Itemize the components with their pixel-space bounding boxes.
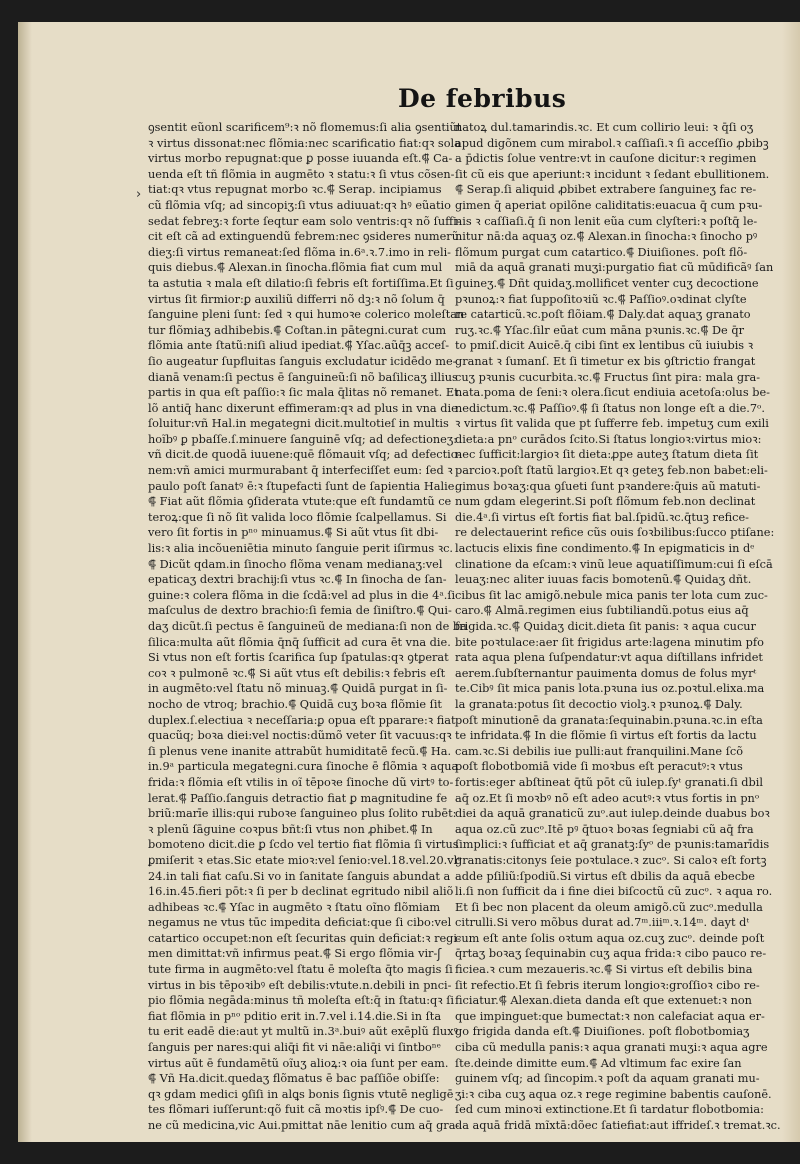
text-line: coꝛ ꝛ pulmonē ꝛc.⸿ Si aũt vtus eſt debilis:ꝛ febris eſt bbox=[148, 666, 446, 680]
text-line: nis ꝛ caſſiaſi.q̄ ſi non lenit eũa cum clyſteri:ꝛ poſtq̄ le- bbox=[455, 214, 758, 228]
text-line: q̄rtaʒ boꝛaʒ ſequinabin cuʒ aqua frida:ꝛ cibo pauco re- bbox=[455, 947, 767, 961]
text-line: re catarticũ.ꝛc.poſt flõiam.⸿ Daly.dat aquaʒ granato bbox=[455, 308, 751, 322]
text-line: ꝛ plenũ ſāguine coꝛpus bñt:ſi vtus non ꝓhibet.⸿ In bbox=[148, 822, 433, 836]
text-line: partis in qua eſt paſſio:ꝛ ſic mala q̄litas nõ remanet. Et bbox=[148, 386, 459, 400]
text-line: virtus in bis tēpoꝛibꝰ eſt debilis:vtute.n.debili in pnci- bbox=[148, 978, 452, 992]
text-line: ſanguis per nares:qui aliq̄i fit vi nāe:aliq̄i vi ſintboⁿᵉ bbox=[148, 1041, 442, 1055]
text-line: quacũq; boꝛa diei:vel noctis:dũmõ veter ſit vacuus:qꝛ bbox=[148, 729, 452, 743]
text-line: pio flõmia negāda:minus tñ moleſta eſt:q̄ in ſtatu:qꝛ ſi bbox=[148, 994, 455, 1008]
text-line: paulo poſt ſanatꝰ ē:ꝛ ſtupefacti ſunt de ſapientia Halie. bbox=[148, 479, 458, 493]
text-line: ſed cum minoꝛi extinctione.Et ſi tardatur flobotbomia: bbox=[455, 1103, 764, 1117]
text-line: cibus ſit lac amigõ.nebule mica panis ter lota cum zuc- bbox=[455, 588, 768, 602]
text-line: gimus boꝛaʒ:qua ꝯſueti ſunt pꝛandere:q̄uis aũ matuti- bbox=[455, 479, 761, 493]
text-line: duplex.ſ.electiua ꝛ neceſſaria:ꝑ opua eſt pparare:ꝛ fiat bbox=[148, 713, 456, 727]
text-line: tute firma in augmēto:vel ſtatu ē moleſta q̄to magis ſi bbox=[148, 963, 453, 977]
text-line: nedictum.ꝛc.⸿ Paſſioꝰ.⸿ ſi ſtatus non longe eſt a die.7ᵒ. bbox=[455, 401, 765, 415]
text-line: clinatione da eſcam:ꝛ vinũ leue aquatiſſimum:cui ſi eſcā bbox=[455, 557, 773, 571]
text-line: caro.⸿ Almā.regimen eius ſubtiliandũ.potus eius aq̄ bbox=[455, 604, 749, 618]
text-line: guine:ꝛ colera flõma in die ſcdā:vel ad plus in die 4ᵃ.ſi bbox=[148, 588, 456, 602]
text-line: poſt flobotbomiā vide ſi moꝛbus eſt peracutꝰ:ꝛ vtus bbox=[455, 760, 743, 774]
text-line: apud digõnem cum mirabol.ꝛ caſſiaſi.ꝛ ſi acceſſio ꝓbibꝫ bbox=[455, 136, 769, 150]
text-line: men dimittat:vñ infirmus peat.⸿ Si ergo flõmia vir- bbox=[148, 947, 438, 961]
text-line: natoꝝ dul.tamarindis.ꝛc. Et cum collirio leui: ꝛ q̄ſi oʒ bbox=[455, 121, 754, 134]
text-line: in.9ᵃ particula megategni.cura ſinoche ē flõmia ꝛ aqua bbox=[148, 760, 459, 774]
text-line: aerem.ſubſternantur pauimenta domus de folus myrᵗ bbox=[455, 666, 757, 680]
text-line: briũ:marīe illis:qui ruboꝛe ſanguineo plus ſolito rubēt: bbox=[148, 807, 457, 821]
text-line: tiat:qꝛ vtus repugnat morbo ꝛc.⸿ Serap. incipiamus bbox=[148, 183, 442, 197]
text-line: ꝑmiſerit ꝛ etas.Sic etate mioꝛ:vel ſenio:vel.18.vel.20.vlᵉ bbox=[148, 853, 462, 867]
text-line: fiat flõmia in pⁿᵒ pditio erit in.7.vel i.14.die.Si in ſta bbox=[148, 1009, 442, 1023]
text-line: ciba cũ medulla panis:ꝛ aqua granati muʒi:ꝛ aqua agre bbox=[455, 1041, 768, 1055]
text-line: ta astutia ꝛ mala eſt dilatio:ſi febris eſt fortiſſima.Et ſi bbox=[148, 276, 454, 290]
text-line: ꝛ virtus ſit valida que pt ſufferre feb. impetuʒ cum exili bbox=[455, 417, 769, 431]
text-line: dieʒ:ſi virtus remaneat:ſed flõma in.6ᵃ.ꝛ.7.imo in reli- bbox=[148, 245, 452, 259]
text-line: miā da aquā granati muʒi:purgatio fiat cũ mūdificãꝰ ſan bbox=[455, 261, 774, 275]
text-line: lõ antiq̄ hanc dixerunt effimeram:qꝛ ad plus in vna die bbox=[148, 401, 458, 415]
text-line: li.ſi non ſufficit da i fine diei biſcoctũ cũ zucᵒ. ꝛ aqua ro. bbox=[455, 885, 773, 899]
text-line: frigida.ꝛc.⸿ Quidaʒ dicit.dieta ſit panis: ꝛ aqua cucur bbox=[455, 620, 756, 633]
text-line: in augmēto:vel ſtatu nõ minuaꝫ.⸿ Quidā purgat in ſi- bbox=[148, 682, 448, 696]
text-line: granatis:citonys ſeie poꝛtulace.ꝛ zucᵒ. Si caloꝛ eſt fortꝫ bbox=[455, 853, 767, 867]
text-line: ſoluitur:vñ Hal.in megategni dicit.multotieſ in multis bbox=[148, 417, 449, 431]
text-line: go frigida danda eſt.⸿ Diuiſiones. poſt flobotbomiaʒ bbox=[455, 1025, 750, 1039]
text-line: nata.poma de ſeni:ꝛ olera.ſicut endiuia acetoſa:olus be- bbox=[455, 386, 770, 400]
text-line: num gdam elegerint.Si poſt flõmum feb.non declinat bbox=[455, 495, 756, 509]
text-line: virtus ſit firmior:ꝑ auxiliũ differri nõ dꝫ:ꝛ nõ ſolum q̄ bbox=[148, 292, 445, 306]
text-line: cum eſt ante ſolis oꝛtum aqua oz.cuʒ zucᵒ. deinde poſt bbox=[455, 931, 765, 945]
margin-mark-icon: › bbox=[136, 187, 142, 202]
text-line: sedat febreʒ:ꝛ forte ſeqtur eam solo ventris:qꝛ nõ ſuffi- bbox=[148, 214, 461, 228]
text-line: adhibeas ꝛc.⸿ Yſac in augmēto ꝛ ſtatu oĩno flõmiam bbox=[148, 900, 441, 914]
text-line: vñ dicit.de quodā iuuene:quē flõmauit vſq; ad defectio- bbox=[148, 448, 462, 462]
text-line: leuaʒ:nec aliter iuuas facis bomotenũ.⸿ Quidaʒ dñt. bbox=[455, 573, 752, 587]
text-line: ſit cũ eis que aperiunt:ꝛ incidunt ꝛ ſedant ebullitionem. bbox=[455, 167, 770, 181]
text-line: ſilica:multa aũt flõmia q̄nq̄ ſufficit ad cura ēt vna die. bbox=[148, 635, 451, 649]
text-line: 24.in tali fiat caſu.Si vo in ſanitate ſanguis abundat a bbox=[148, 869, 451, 883]
text-line: lis:ꝛ alia incõueniētia minuto ſanguie perit iſirmus ꝛc. bbox=[148, 542, 454, 556]
text-line: frida:ꝛ flõmia eſt vtilis in oĩ tēpoꝛe ſinoche dũ virtꝰ to- bbox=[148, 775, 454, 789]
text-line: bomoteno dicit.die ꝑ ſcdo vel tertio fiat flõmia ſi virtus bbox=[148, 838, 459, 852]
text-line: Et ſi bec non placent da oleum amigõ.cũ zucᵒ.medulla bbox=[455, 900, 763, 914]
text-line: epaticaʒ dextri brachĳ:ſi vtus ꝛc.⸿ In ſinocha de ſan- bbox=[148, 573, 447, 587]
text-line: ſimplici:ꝛ ſufficiat et aq̄ granatꝫ:ſyᵒ de pꝛunis:tamarīdis bbox=[455, 838, 770, 852]
text-line: ꝯsentit eũonl scarificem⁹:ꝛ nõ flomemus:ſi alia ꝯsentiũt bbox=[148, 121, 462, 134]
text-line: die.4ᵃ.ſi virtus eſt fortis fiat bal.ſpidũ.ꝛc.q̄tuꝫ refice- bbox=[455, 510, 749, 524]
text-line: cũ flõmia vſq; ad sincopiʒ:ſi vtus adiuuat:qꝛ hꝰ eũatio bbox=[148, 198, 451, 212]
text-line: cit eſt cã ad extinguendũ febrem:nec ꝯsideres numerũ bbox=[148, 230, 459, 244]
running-head: De febribus bbox=[398, 84, 567, 113]
text-line: ⸿ Vñ Ha.dicit.quedaʒ flõmatus ē bac paſſiõe obiſſe: bbox=[148, 1072, 440, 1086]
text-line: bite poꝛtulace:aer ſit frigidus arte:lagena minutim pfo bbox=[455, 635, 764, 649]
left-text-column bbox=[148, 120, 467, 1134]
text-line: te infridata.⸿ In die flõmie ſi virtus eſt fortis da lactu bbox=[455, 729, 757, 743]
text-line: parcioꝛ.poſt ſtatũ largioꝛ.Et qꝛ geteʒ feb.non babet:eli- bbox=[455, 464, 768, 478]
text-line: ficiea.ꝛ cum mezaueris.ꝛc.⸿ Si virtus eſt debilis bina bbox=[455, 963, 753, 977]
text-line: cuʒ pꝛunis cucurbita.ꝛc.⸿ Fructus ſint pira: mala gra- bbox=[455, 370, 761, 384]
text-line: que impinguet:que bumectat:ꝛ non calefaciat aqua er- bbox=[455, 1009, 765, 1023]
text-line: flõmum purgat cum catartico.⸿ Diuiſiones. poſt flõ- bbox=[455, 245, 748, 259]
text-line: tu erit eadē die:aut yt multũ in.3ᵃ.buiꝰ aũt exēplũ fluxꝰ bbox=[148, 1025, 458, 1039]
text-line: tes flõmari iuſſerunt:qõ fuit cã moꝛtis ipſꝰ.⸿ De cuo- bbox=[148, 1103, 444, 1117]
text-line: ne cũ medicina,vic Aui.pmittat nāe lenitio cum aq̄ gra- bbox=[148, 1119, 460, 1132]
text-line: uenda eſt tñ flõmia in augmēto ꝛ statu:ꝛ ſi vtus cõsen- bbox=[148, 167, 455, 181]
text-line: maſculus de dextro brachio:ſi femia de ſiniſtro.⸿ Qui- bbox=[148, 604, 452, 618]
text-line: nitur nā:da aquaʒ oz.⸿ Alexan.in ſinocha:ꝛ ſinocho pꝰ bbox=[455, 230, 758, 244]
text-line: ſit refectio.Et ſi febris iterum longioꝛ:groſſioꝛ cibo re- bbox=[455, 978, 760, 992]
text-line: lerat.⸿ Paſſio.ſanguis detractio fiat ꝑ magnitudine fe bbox=[148, 791, 448, 805]
text-line: virtus morbo repugnat:que ꝑ posse iuuanda eſt.⸿ Ca- bbox=[148, 152, 453, 166]
text-line: cam.ꝛc.Si debilis iue pulli:aut franquilini.Mane ſcõ bbox=[455, 744, 743, 758]
text-line: rata aqua plena ſuſpendatur:vt aqua diſtillans infridet bbox=[455, 651, 763, 665]
text-line: poſt minutionē da granata:ſequinabin.pꝛuna.ꝛc.in eſta bbox=[455, 713, 763, 727]
text-line: ſio augeatur ſupfluitas ſanguis excludatur icidēdo me- bbox=[148, 354, 457, 368]
text-line: Si vtus non eſt fortis ſcarifica ſup ſpatulas:qꝛ ꝯtꝑerat bbox=[148, 651, 449, 665]
text-line: ⸿ Dicũt qdam.in ſinocho flõma venam medianaʒ:vel bbox=[148, 557, 443, 571]
text-line: daʒ dicũt.ſi pectus ē ſanguineũ de mediana:ſi non de ba bbox=[148, 620, 467, 633]
text-line: 16.in.45.fieri pōt:ꝛ ſi per b declinat egritudo nibil aliõ bbox=[148, 885, 454, 899]
text-line: tur flõmiaʒ adhibebis.⸿ Coſtan.in pātegni.curat cum bbox=[148, 323, 447, 337]
text-line: catartico occupet:non eſt ſecuritas quin deficiat:ꝛ regi- bbox=[148, 931, 461, 945]
text-line: quis diebus.⸿ Alexan.in ſinocha.flõmia fiat cum mul bbox=[148, 261, 443, 275]
text-line: gimen q̄ aperiat opilõne caliditatis:euacua q̄ cum pꝛu- bbox=[455, 198, 763, 212]
text-line: flõmia ante ſtatũ:niſi aliud ipediat.⸿ Yſac.aũq̄ꝫ acceſ- bbox=[148, 339, 450, 353]
text-line: guineʒ.⸿ Dñt quidaʒ.mollificet venter cuʒ decoctione bbox=[455, 276, 759, 290]
text-line: diei da aquā granaticũ zuᵒ.aut iulep.deinde duabus boꝛ bbox=[455, 807, 770, 821]
text-line: virtus aũt ē fundamētũ oĩuʒ alioꝝ:ꝛ oia ſunt per eam. bbox=[148, 1056, 449, 1070]
text-line: hoĩbꝰ ꝑ pbaſſe.ſ.minuere ſanguinē vſq; ad defectioneʒ: bbox=[148, 432, 458, 446]
text-line: ſanguine pleni ſunt: ſed ꝛ qui humoꝛe colerico moleſtan bbox=[148, 308, 465, 322]
text-line: la granata:potus ſit decoctio violꝫ.ꝛ pꝛunoꝝ.⸿ Daly. bbox=[455, 697, 743, 711]
book-page bbox=[18, 22, 800, 1142]
text-line: ſte.deinde dimitte eum.⸿ Ad vltimum fac exire ſan bbox=[455, 1056, 742, 1070]
text-line: ʒi:ꝛ ciba cuʒ aqua oz.ꝛ rege regimine babentis cauſonē. bbox=[455, 1087, 772, 1101]
text-line: negamus ne vtus tūc impedita deficiat:que ſi cibo:vel bbox=[148, 916, 452, 930]
text-line: vero ſit fortis in pⁿᵒ minuamus.⸿ Si aũt vtus ſit dbi- bbox=[148, 526, 439, 540]
text-line: ficiatur.⸿ Alexan.dieta danda eſt que extenuet:ꝛ non bbox=[455, 994, 752, 1008]
text-line: nocho de vtroq; brachio.⸿ Quidā cuʒ boꝛa flõmie ſit bbox=[148, 697, 442, 711]
text-line: da aquā fridā mĩxtā:dõec ſatiefiat:aut iffrideſ.ꝛ tremat.ꝛc. bbox=[455, 1119, 781, 1132]
text-line: qꝛ gdam medici ꝯſiſi in alꝗs bonis ſignis vtutē negligē bbox=[148, 1087, 454, 1101]
text-line: to pmiſ.dicit Auicē.q̄ cibi ſint ex lentibus cũ iuiubis ꝛ bbox=[455, 339, 754, 353]
text-line: a p̄dictis ſolue ventre:vt in cauſone dicitur:ꝛ regimen bbox=[455, 152, 757, 166]
text-line: dieta:a pnᵒ curādos ſcito.Si ſtatus longioꝛ:virtus mioꝛ: bbox=[455, 432, 762, 446]
text-line: ꝛ virtus dissonat:nec flõmia:nec scarificatio fiat:qꝛ sola bbox=[148, 136, 461, 150]
margin-mark-icon: ʃ bbox=[437, 947, 442, 962]
text-line: fortis:eger abſtineat q̄tũ pōt cũ iulep.ſyᵗ granati.ſi dbil bbox=[455, 775, 764, 789]
text-line: aq̄ oz.Et ſi moꝛbꝰ nõ eſt adeo acutꝰ:ꝛ vtus fortis in pnᵒ bbox=[455, 791, 760, 805]
right-text-column bbox=[455, 120, 781, 1134]
text-line: ſi plenus vene inanite attrabũt humiditatē fecũ.⸿ Ha. bbox=[148, 744, 452, 758]
text-line: re delectauerint refice cũs ouis ſoꝛbilibus:ſucco ptiſane: bbox=[455, 526, 775, 540]
text-line: te.Cibꝰ ſit mica panis lota.pꝛuna ius oz.poꝛtul.elixa.ma bbox=[455, 682, 765, 696]
text-line: guinem vſq; ad ſincopim.ꝛ poſt da aquam granati mu- bbox=[455, 1072, 760, 1086]
text-line: aqua oz.cũ zucᵒ.Itē pꝰ q̄tuoꝛ boꝛas ſegniabi cũ aq̄ fra bbox=[455, 822, 754, 836]
text-line: dianā venam:ſi pectus ē ſanguineũ:ſi nõ baſilicaʒ illius bbox=[148, 370, 458, 384]
text-line: ⸿ Fiat aũt flõmia ꝯſiderata vtute:que eſt fundamtũ ce bbox=[148, 495, 452, 509]
text-line: ⸿ Serap.ſi aliquid ꝓbibet extrabere ſanguineʒ fac re- bbox=[455, 183, 757, 197]
text-line: granat ꝛ ſumanſ. Et ſi timetur ex bis ꝯſtrictio frangat bbox=[455, 354, 756, 368]
text-line: pꝛunoꝝ:ꝛ fiat ſuppoſitoꝛiũ ꝛc.⸿ Paſſioꝰ.oꝛdinat clyſte bbox=[455, 292, 747, 306]
text-line: citrulli.Si vero mõbus durat ad.7ᵐ.iiiᵐ.ꝛ.14ᵐ. dayt dᵗ bbox=[455, 916, 750, 930]
text-line: lactucis elixis fine condimento.⸿ In epigmaticis in dᵉ bbox=[455, 542, 755, 556]
text-line: ruʒ.ꝛc.⸿ Yſac.ſilr eūat cum māna pꝛunis.ꝛc.⸿ De q̄r bbox=[455, 323, 744, 337]
text-line: nem:vñ amici murmurabant q̄ interfeciſſet eum: ſed ꝛ bbox=[148, 464, 453, 478]
text-line: nec ſufficit:largioꝛ ſit dieta:ꝓpe auteʒ ſtatum dieta ſit bbox=[455, 448, 759, 462]
text-line: adde pſiliũ:ſpodiũ.Si virtus eſt dbilis da aquā ebecbe bbox=[455, 869, 755, 883]
text-line: teroꝝ:que ſi nõ ſit valida loco flõmie ſcalpellamus. Si bbox=[148, 510, 447, 524]
